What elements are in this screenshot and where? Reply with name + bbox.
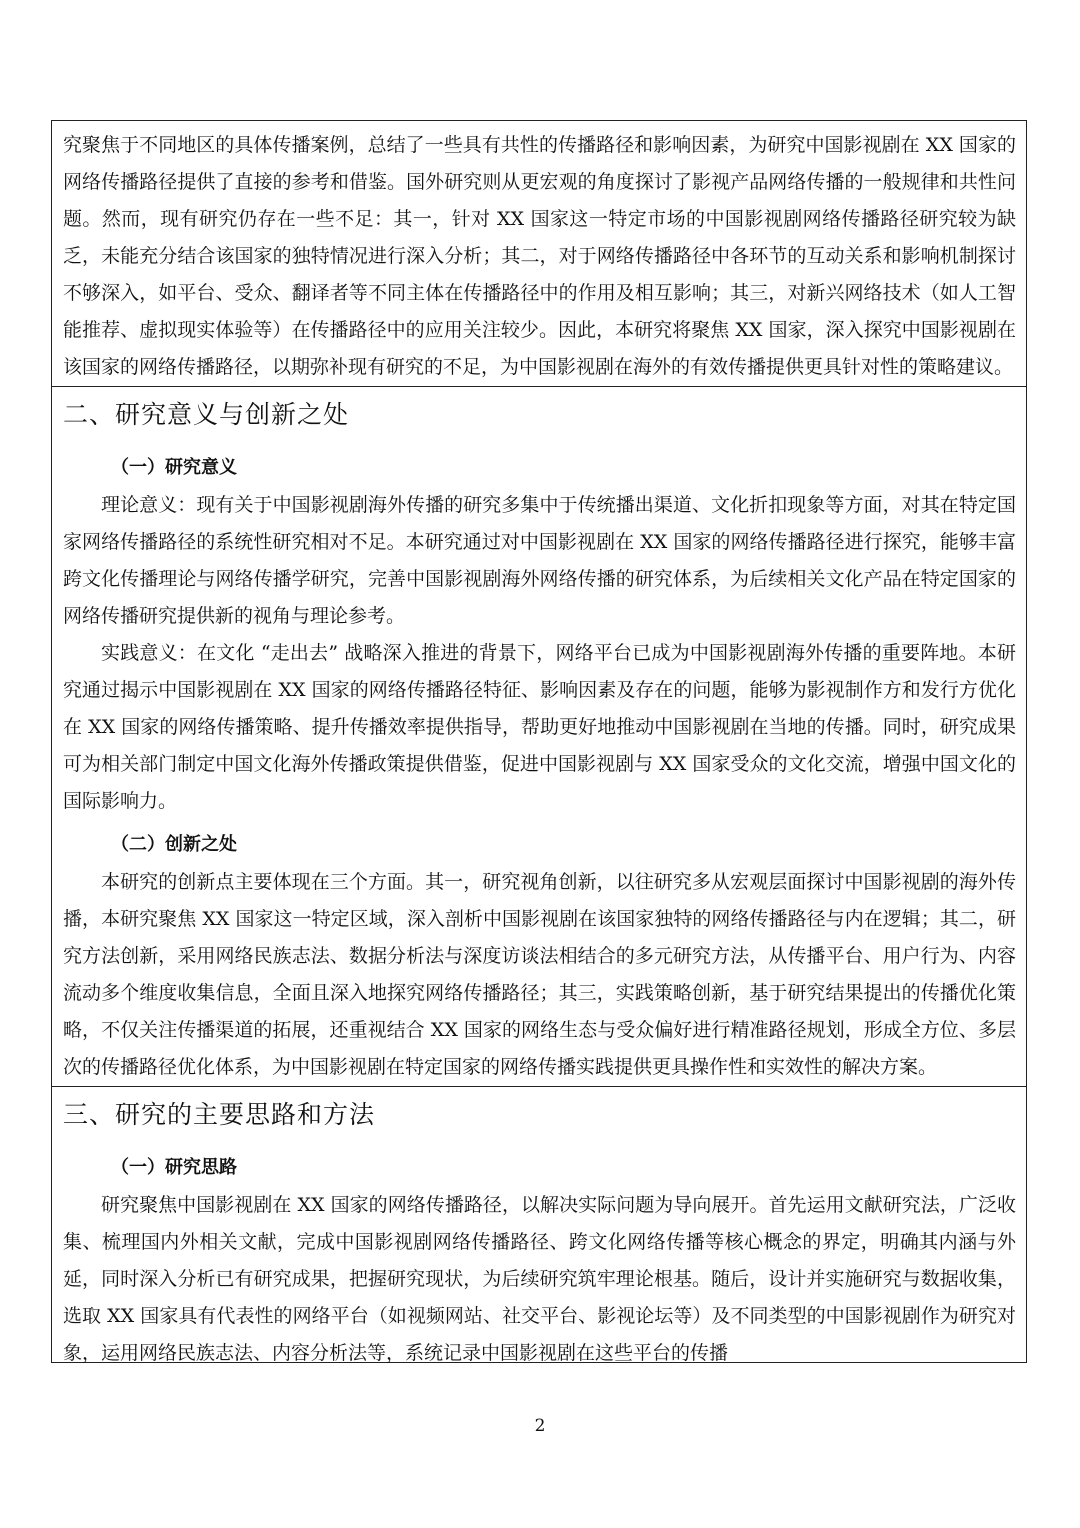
- form-table: [51, 120, 1027, 1363]
- section-2-heading: 二、研究意义与创新之处: [63, 400, 350, 429]
- subsection-innovation-heading: （二）创新之处: [111, 834, 237, 855]
- approach-methods-cell: [52, 1087, 1026, 1372]
- subsection-significance-heading: （一）研究意义: [111, 457, 237, 478]
- practical-significance-paragraph: 实践意义：在文化 “走出去” 战略深入推进的背景下，网络平台已成为中国影视剧海外传播的重要阵地。本研究通过揭示中国影视剧在 XX 国家的网络传播路径特征、影响因素及存在的问题，能够为影视制作方和发行方优化在 XX 国家的网络传播策略、提升传播效率提供指导，帮助更好地推动中国影视剧在当地的传播。同时，研究成果可为相关部门制定中国文化海外传播政策提供借鉴，促进中国影视剧与 XX 国家受众的文化交流，增强中国文化的国际影响力。: [63, 642, 1016, 812]
- page-number: 2: [534, 1416, 546, 1436]
- theoretical-significance-paragraph: 理论意义：现有关于中国影视剧海外传播的研究多集中于传统播出渠道、文化折扣现象等方面，对其在特定国家网络传播路径的系统性研究相对不足。本研究通过对中国影视剧在 XX 国家的网络传播路径进行探究，能够丰富跨文化传播理论与网络传播学研究，完善中国影视剧海外网络传播的研究体系，为后续相关文化产品在特定国家的网络传播研究提供新的视角与理论参考。: [63, 494, 1016, 627]
- review-continuation-paragraph: 究聚焦于不同地区的具体传播案例，总结了一些具有共性的传播路径和影响因素，为研究中国影视剧在 XX 国家的网络传播路径提供了直接的参考和借鉴。国外研究则从更宏观的角度探讨了影视产品网络传播的一般规律和共性问题。然而，现有研究仍存在一些不足：其一，针对 XX 国家这一特定市场的中国影视剧网络传播路径研究较为缺乏，未能充分结合该国家的独特情况进行深入分析；其二，对于网络传播路径中各环节的互动关系和影响机制探讨不够深入，如平台、受众、翻译者等不同主体在传播路径中的作用及相互影响；其三，对新兴网络技术（如人工智能推荐、虚拟现实体验等）在传播路径中的应用关注较少。因此，本研究将聚焦 XX 国家，深入探究中国影视剧在该国家的网络传播路径，以期弥补现有研究的不足，为中国影视剧在海外的有效传播提供更具针对性的策略建议。: [63, 134, 1016, 378]
- research-approach-paragraph: 研究聚焦中国影视剧在 XX 国家的网络传播路径，以解决实际问题为导向展开。首先运用文献研究法，广泛收集、梳理国内外相关文献，完成中国影视剧网络传播路径、跨文化网络传播等核心概念的界定，明确其内涵与外延，同时深入分析已有研究成果，把握研究现状，为后续研究筑牢理论根基。随后，设计并实施研究与数据收集，选取 XX 国家具有代表性的网络平台（如视频网站、社交平台、影视论坛等）及不同类型的中国影视剧作为研究对象，运用网络民族志法、内容分析法等，系统记录中国影视剧在这些平台的传播: [63, 1194, 1016, 1364]
- significance-innovation-cell: [52, 387, 1026, 1087]
- innovation-paragraph: 本研究的创新点主要体现在三个方面。其一，研究视角创新，以往研究多从宏观层面探讨中国影视剧的海外传播，本研究聚焦 XX 国家这一特定区域，深入剖析中国影视剧在该国家独特的网络传播路径与内在逻辑；其二，研究方法创新，采用网络民族志法、数据分析法与深度访谈法相结合的多元研究方法，从传播平台、用户行为、内容流动多个维度收集信息，全面且深入地探究网络传播路径；其三，实践策略创新，基于研究结果提出的传播优化策略，不仅关注传播渠道的拓展，还重视结合 XX 国家的网络生态与受众偏好进行精准路径规划，形成全方位、多层次的传播路径优化体系，为中国影视剧在特定国家的网络传播实践提供更具操作性和实效性的解决方案。: [63, 871, 1016, 1078]
- section-3-heading: 三、研究的主要思路和方法: [63, 1100, 376, 1129]
- subsection-research-approach-heading: （一）研究思路: [111, 1157, 237, 1178]
- literature-review-cell: [52, 121, 1026, 387]
